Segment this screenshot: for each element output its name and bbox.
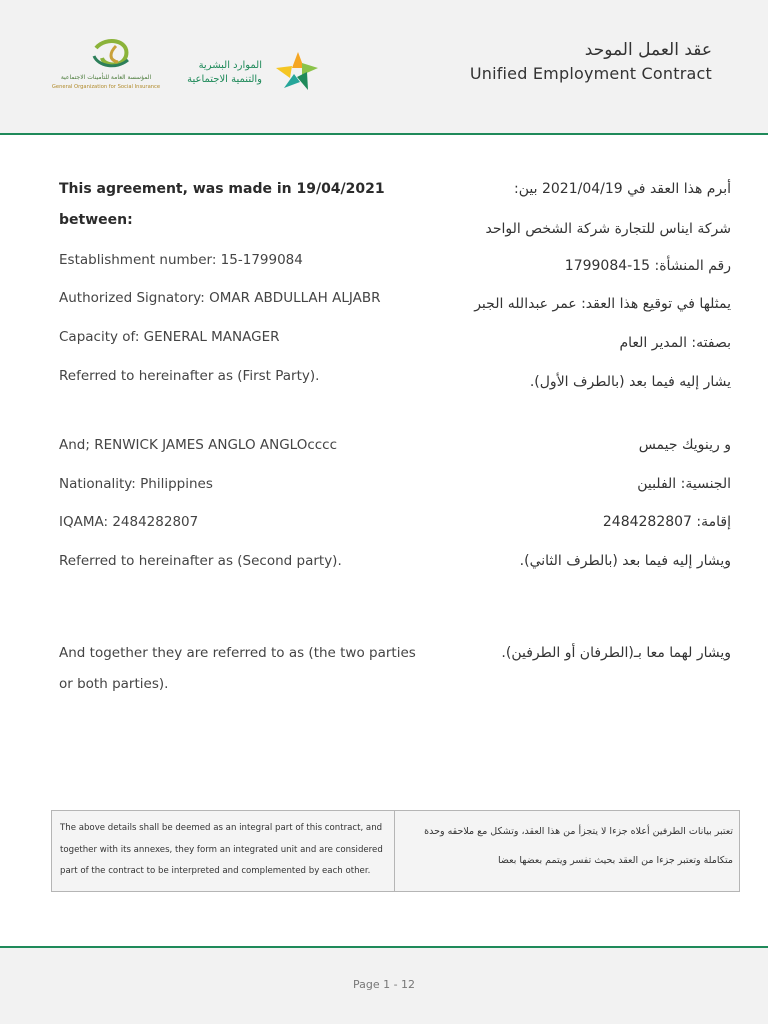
note-en: The above details shall be deemed as an integral part of this contract, and together with its annexes, they form an integrated unit and are considered part of the contract to be interpreted and complemented by each other. bbox=[52, 811, 395, 891]
establishment-number-ar: رقم المنشأة: 15-1799084 bbox=[564, 258, 731, 274]
together-en-line2: or both parties). bbox=[59, 676, 169, 692]
second-party-name-row bbox=[59, 437, 731, 459]
agreement-date-row bbox=[59, 181, 731, 228]
together-ar: ويشار لهما معا بـ(الطرفان أو الطرفين). bbox=[501, 645, 731, 661]
establishment-number-en: Establishment number: 15-1799084 bbox=[59, 252, 303, 268]
second-party-referred-ar: ويشار إليه فيما بعد (بالطرف الثاني). bbox=[519, 553, 731, 569]
first-party-referred-row bbox=[59, 368, 731, 390]
iqama-row bbox=[59, 514, 731, 536]
integral-part-note-box bbox=[51, 810, 740, 892]
contract-title-english: Unified Employment Contract bbox=[469, 64, 712, 83]
nationality-ar: الجنسية: الفلبين bbox=[637, 476, 731, 492]
first-party-referred-en: Referred to hereinafter as (First Party). bbox=[59, 368, 320, 384]
gosi-logo-icon bbox=[46, 38, 166, 94]
together-en-line1: And together they are referred to as (the two parties bbox=[59, 645, 416, 661]
capacity-ar: بصفته: المدير العام bbox=[619, 335, 731, 351]
iqama-ar: إقامة: 2484282807 bbox=[602, 514, 731, 530]
signatory-row bbox=[59, 290, 731, 312]
hr-logo-line2: والتنمية الاجتماعية bbox=[187, 74, 262, 85]
nationality-row bbox=[59, 476, 731, 498]
capacity-en: Capacity of: GENERAL MANAGER bbox=[59, 329, 280, 345]
second-party-name-ar: و رينويك جيمس bbox=[638, 437, 731, 453]
second-party-referred-row bbox=[59, 553, 731, 575]
note-ar: تعتبر بيانات الطرفين أعلاه جزءا لا يتجزأ من هذا العقد، وتشكل مع ملاحقه وحدة متكاملة وتعتبر جزءا من العقد بحيث تفسر ويتمم بعضها بعضا bbox=[424, 826, 733, 866]
establishment-row bbox=[59, 252, 731, 274]
document-footer bbox=[0, 948, 768, 1024]
together-row bbox=[59, 645, 731, 695]
second-party-name-en: And; RENWICK JAMES ANGLO ANGLOcccc bbox=[59, 437, 338, 453]
page-number: Page 1 - 12 bbox=[352, 978, 416, 991]
agreement-date-en: This agreement, was made in 19/04/2021 bbox=[59, 181, 385, 197]
first-party-referred-ar: يشار إليه فيما بعد (بالطرف الأول). bbox=[529, 374, 731, 390]
nationality-en: Nationality: Philippines bbox=[59, 476, 213, 492]
second-party-referred-en: Referred to hereinafter as (Second party). bbox=[59, 553, 342, 569]
contract-title-arabic: عقد العمل الموحد bbox=[584, 40, 712, 60]
gosi-logo-en-text: General Organization for Social Insurance bbox=[51, 84, 161, 90]
signatory-ar: يمثلها في توقيع هذا العقد: عمر عبدالله الجبر bbox=[474, 296, 731, 312]
gosi-logo-ar-text: المؤسسة العامة للتأمينات الاجتماعية bbox=[60, 74, 152, 81]
agreement-date-ar: أبرم هذا العقد في 2021/04/19 بين: bbox=[514, 181, 731, 197]
iqama-en: IQAMA: 2484282807 bbox=[59, 514, 199, 530]
signatory-en: Authorized Signatory: OMAR ABDULLAH ALJABR bbox=[59, 290, 381, 306]
company-name-ar: شركة ايناس للتجارة شركة الشخص الواحد bbox=[485, 221, 731, 237]
document-header bbox=[0, 0, 768, 135]
company-row bbox=[59, 221, 731, 243]
hr-logo-line1: الموارد البشرية bbox=[198, 60, 262, 71]
between-label: between: bbox=[59, 212, 133, 228]
hr-ministry-logo-icon bbox=[176, 48, 328, 98]
capacity-row bbox=[59, 329, 731, 351]
